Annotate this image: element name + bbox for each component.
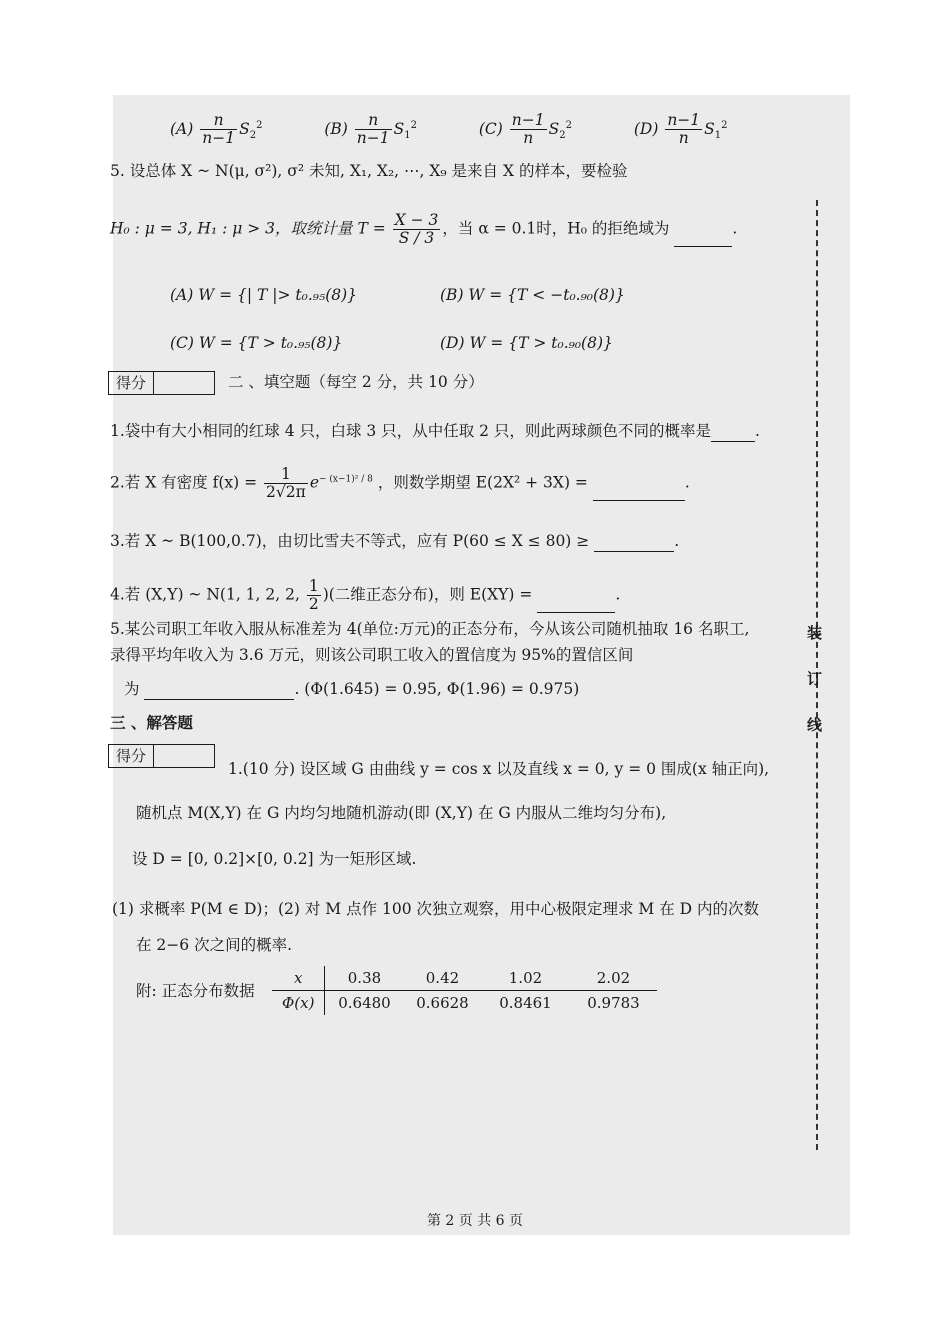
page-number: 第 2 页 共 6 页 [426,1213,524,1229]
s2-q4-blank[interactable] [537,596,615,613]
s3-p1-line2: 随机点 M(X,Y) 在 G 内均匀地随机游动(即 (X,Y) 在 G 内服从二维均匀分布), [136,804,667,822]
table-head-x: x [272,966,325,991]
q5-option-d: (D) W = {T > t₀.₉₀(8)} [440,334,613,352]
s2-q5-line1: 5.某公司职工年收入服从标准差为 4(单位:万元)的正态分布，今从该公司随机抽取 16 名职工, [110,620,750,638]
normal-distribution-table [272,966,657,1015]
s2-q5-blank[interactable] [144,683,294,700]
q4-option-b: (B) $\frac{n}{n-1}$ $S_1^2$ [324,111,417,147]
s2-q4: 4.若 (X,Y) ~ N(1, 1, 2, 2, $\frac{1}{2}$ )(二维正态分布)，则 E(XY) = . [110,577,621,613]
section2-score-box: 得分 [108,371,215,395]
table-cell: 0.9783 [587,994,640,1012]
s2-q1-blank[interactable] [711,425,755,442]
s2-q5-line3: 为 . (Φ(1.645) = 0.95, Φ(1.96) = 0.975) [124,680,580,698]
binding-mark-1: 装 [807,624,823,642]
q5-answer-blank[interactable] [674,230,732,247]
s3-p1-line4: (1) 求概率 P(M ∈ D)；(2) 对 M 点作 100 次独立观察，用中心极限定理求 M 在 D 内的次数 [112,900,760,918]
s3-p1-line1: 1.(10 分) 设区域 G 由曲线 y = cos x 以及直线 x = 0, y = 0 围成(x 轴正向), [228,760,770,778]
table-head-phi: Φ(x) [272,991,325,1016]
section2-title: 二 、填空题（每空 2 分，共 10 分） [228,373,484,391]
table-cell: 2.02 [569,966,657,991]
table-row [272,991,657,1016]
section3-title: 三 、解答题 [110,713,193,732]
s2-q5-line2: 录得平均年收入为 3.6 万元，则该公司职工收入的置信度为 95%的置信区间 [110,646,634,664]
table-cell: 0.6480 [338,994,391,1012]
s2-q3-blank[interactable] [594,535,674,552]
q5-line2: H₀ : μ = 3, H₁ : μ > 3，取统计量 T = $\frac{X - 3}{S / 3}$ ，当 α = 0.1时，H₀ 的拒绝域为 . [110,211,738,247]
s2-q2-blank[interactable] [593,484,685,501]
q5-option-b: (B) W = {T < −t₀.₉₀(8)} [440,286,625,304]
q5-option-c: (C) W = {T > t₀.₉₅(8)} [170,334,343,352]
s3-p1-line3: 设 D = [0, 0.2]×[0, 0.2] 为一矩形区域. [132,850,417,868]
s2-q3: 3.若 X ~ B(100,0.7)，由切比雪夫不等式，应有 P(60 ≤ X ≤ 80) ≥ . [110,532,680,550]
table-cell: 0.42 [403,966,481,991]
normal-table-caption: 附: 正态分布数据 [136,982,255,1000]
binding-mark-3: 线 [807,716,823,734]
q4-option-c: (C) $\frac{n-1}{n}$ $S_2^2$ [478,111,572,147]
q4-options [170,112,728,147]
s2-q1: 1.袋中有大小相同的红球 4 只，白球 3 只，从中任取 2 只，则此两球颜色不同的概率是 . [110,422,760,440]
table-cell: 1.02 [481,966,569,991]
s3-p1-line5: 在 2−6 次之间的概率. [136,936,292,954]
table-cell: 0.6628 [416,994,469,1012]
table-cell: 0.8461 [499,994,552,1012]
q4-option-a: (A) $\frac{n}{n-1}$ $S_2^2$ [170,111,263,147]
s2-q2: 2.若 X 有密度 f(x) = $\frac{1}{2√2\pi}$ $e^{- (x-1)^2 / 8}$ ，则数学期望 E(2X² + 3X) = . [110,465,690,501]
binding-mark-2: 订 [807,670,823,688]
q5-line1: 5. 设总体 X ~ N(μ, σ²), σ² 未知, X₁, X₂, ⋯, X₉ 是来自 X 的样本，要检验 [110,162,628,180]
table-cell: 0.38 [325,966,404,991]
q4-option-d: (D) $\frac{n-1}{n}$ $S_1^2$ [633,111,728,147]
q5-option-a: (A) W = {| T |> t₀.₉₅(8)} [170,286,358,304]
table-row [272,966,657,991]
section3-score-box: 得分 [108,744,215,768]
